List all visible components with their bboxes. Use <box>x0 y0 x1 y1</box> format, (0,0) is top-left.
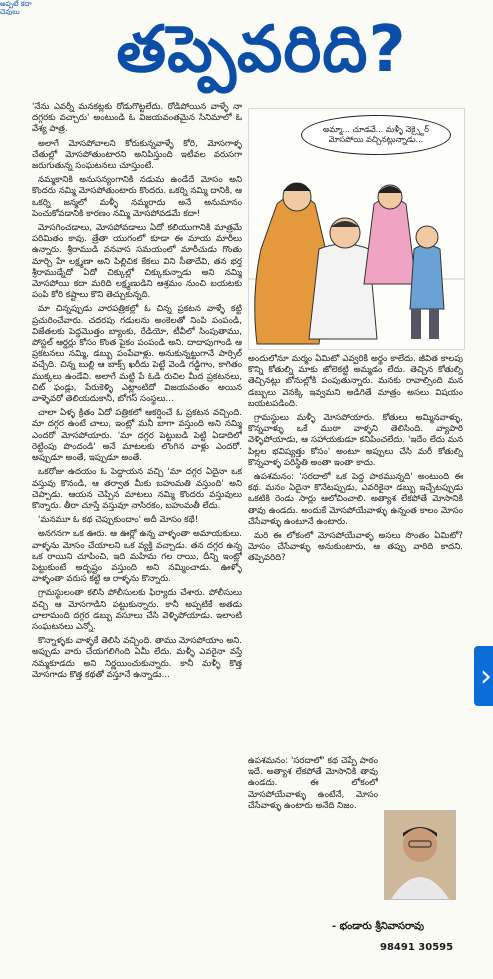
paragraph: ఒకరోజు ఉదయం ఓ పెద్దాయన వచ్చి 'మా దగ్గర ఏదైనా ఒక వస్తువు కొనండి, ఆ తర్వాత మీకు బహుమతి వస్తుంది' అని చెప్పాడు. ఆయన చెప్పిన మాటలు నమ్మి కొందరు వస్తువులు కొన్నారు. తీరా చూస్తే వస్తువూ నాసిరకం, బహుమతీ లేదు. <box>32 467 242 511</box>
paragraph: నమ్మకానికి అనుసన్యంగానికి నడుమ ఉండేదే మోసం అని కొందరు నమ్మి మోసపోతుంటారు కొందరు. ఒకర్ని నమ్మి దానికి, ఆ ఒకర్ని జన్మలో మళ్ళీ నమ్మరాదు అనే అనుమానం పెంచుకోవడానికి కారణం నమ్మి మోసపోవడమే కదా! <box>32 175 242 219</box>
paragraph: గ్రామస్థులు మళ్ళీ మోసపోయారు. కోతులు అమ్మినవాళ్ళు, కొన్నవాళ్ళు ఒకే ముఠా వాళ్ళని తెలిసింది. వ్యాపారి వెళ్ళిపోయాడు, ఆ సహాయకుడూ కనిపించలేదు. 'ఇదేం లేదు మన పిల్లల భవిష్యత్తు కోసం' అంటూ అప్పులు చేసి మరీ కోతుల్ని కొన్నవాళ్ళ పరిస్థితి అంతా ఇంతా కాదు. <box>248 413 463 468</box>
cartoon-illustration <box>248 108 465 350</box>
author-photo <box>384 810 456 900</box>
paragraph: 'మనమూ ఓ కథ చెప్పుకుందాం' అదీ మోసం కథే! <box>38 515 199 526</box>
author-phone: 98491 30595 <box>380 942 454 953</box>
paragraph: ఉపశమనం: 'సరదాలో ఒక పెద్ద పాఠమున్నది' అంటుంది ఈ కథ. మనం ఏదైనా కొనేటప్పుడు, ఎవరికైనా డబ్బు ఇచ్చేటప్పుడు ఒకటికి రెండు సార్లు ఆలోచించాలి. అత్యాశ లేకపోతే మోసానికి తావు ఉండదు. అందుకే మోసపోయేవాళ్ళు ఉన్నంత కాలం మోసం చేసేవాళ్ళు ఉంటూనే ఉంటారు. <box>248 472 463 527</box>
speech-bubble: అమ్మా... చూడవే... మళ్ళీ నెక్స్టైర్ మోసపోయి వచ్చినట్లున్నాడు... <box>301 115 451 155</box>
paragraph: అందులోనూ మర్మం ఏమిటో ఎవ్వరికీ అర్థం కాలేదు. జీవిత కాలపు కొన్ని కోతుల్ని మాకు జోలెకట్టి అమ్మడం లేదు. తెచ్చిన కోతుల్ని తెచ్చినట్లు బోనుల్లోకి పంపుతున్నారు. మనకు రావాల్సింది మన డబ్బులు వెనక్కి ఇవ్వమని అడిగితే మాత్రం అసలు విషయం బయటపడింది. <box>248 354 463 409</box>
paragraph: అనగనగా ఒక ఊరు. ఆ ఊర్లో ఉన్న వాళ్ళంతా అమాయకులు. వాళ్ళను మోసం చేయాలని ఒక వ్యక్తి వచ్చాడు. తన దగ్గర ఉన్న ఒక రాయిని చూపించి, ఇది మహిమ గల రాయి, దీన్ని ఇంట్లో పెట్టుకుంటే అదృష్టం వస్తుంది అని నమ్మించాడు. ఊళ్ళో వాళ్ళంతా వరుస కట్టి ఆ రాళ్ళను కొన్నారు. <box>32 529 242 585</box>
article-right-bottom <box>248 756 378 906</box>
article-right-column <box>248 354 463 752</box>
next-page-button[interactable]: › <box>474 646 493 706</box>
corner-fragment: అప్పటే కదా చెవులు <box>0 0 32 16</box>
paragraph: అలాగే మోసపోవాలని కోరుకున్నవాళ్ళే కోరి, మోసగాళ్ళ చేతుల్లో మోసపోతుంటారని అనిపిస్తుంది ఇటీవల వరుసగా జరుగుతున్న సంఘటనలు చూస్తుంటే. <box>32 138 242 172</box>
paragraph: మరి ఈ లోకంలో మోసపోయేవాళ్ళ అసలు సొంతం ఏమిటో? మోసం చేసేవాళ్ళు అనుకుంటారు, ఆ తప్పు వారిది కాదని. తప్పెవరిది? <box>248 531 463 564</box>
paragraph: మోసగించడాలు, మోసపోవడాలు ఏదో కలియుగానికి మాత్రమే పరిమితం కావు. త్రేతా యుగంలో కూడా ఈ మాయ మారీలు ఉన్నారు. శ్రీరాముడి వనవాస సమయంలో మారీచుడు గొంతు మార్చి హే లక్ష్మణా అని పిల్లిచిక కేకలు విని సీతాదేవి, తన భర్త శ్రీరాముడ్నేదో ఏదో చిక్కుల్లో చిక్కుకున్నాడు అని నమ్మి మోసపోయి కదా మరిది లక్ష్మణుడిని ఆశ్రమం నుంచి బయటకు పంపి కోరి కష్టాలు కొని తెచ్చుకున్నది. <box>32 223 242 301</box>
page-title: తప్పెవరిది? <box>116 16 407 87</box>
paragraph: మా చిన్నప్పుడు వారపత్రికల్లో ఓ చిన్న ప్రకటన వాళ్ళే కట్టి ప్రచురించేవారు. చదరపు గడులను అంకెలతో నింపి పంపండి, విజేతలకు పెద్దమొత్తం బ్యాంకు, రేడియో, టీవీలో సింపుతాము, పోస్టల్ ఆర్డర్లు కోసం కొంత పైకం పంపండి అని. దాదాపుగాండి ఆ ప్రకటనలు నమ్మి, డబ్బు పంపేవాళ్లు. అనుకున్నట్టుగానే పార్సిల్ వచ్చేది. చిన్న బుల్లి ఆ బాక్స్ ఖరీదు పెట్టే వెండి గడ్డిగాం, కాగితం ముక్కలు ఉండేవి. అలాగే మట్టి పే ఓడి రుచిల మీద ప్రకటనలు, చిట్ ఫండ్లు, పేరుకెళ్ళి ఎట్లాంటిదో విజయవంతం అయిన వాళ్ళెవరో తెలియదుకానీ, బోగస్ సంస్థలు... <box>32 304 242 405</box>
paragraph: గ్రామస్థులంతా కలిసి పోలీసులకు ఫిర్యాదు చేశారు. పోలీసులు వచ్చి ఆ మోసగాడిని పట్టుకున్నారు. కానీ అప్పటికే అతడు చాలామంది దగ్గర డబ్బు వసూలు చేసి వెళ్ళిపోయాడు. ఇలాంటి సంఘటనలు ఎన్నో. <box>32 588 242 632</box>
paragraph: కొన్నాళ్ళకు వాళ్ళకే తెలిసి వచ్చింది. తాము మోసపోయాం అని. అప్పుడు వారు చేయగలిగింది ఏమీ లేదు. మళ్ళీ ఎవరైనా వస్తే నమ్మకూడదు అని నిర్ణయించుకున్నారు. కానీ మళ్ళీ కొత్త మోసగాడు కొత్త కథతో వస్తూనే ఉన్నాడు... <box>32 636 242 680</box>
article-left-column <box>32 102 242 972</box>
author-name: - భండారు శ్రీనివాసరావు <box>332 921 425 932</box>
author-portrait <box>385 811 455 899</box>
paragraph: 'నేను ఎవర్నీ మనకట్లకు రోడుగొట్టలేదు. రోడిపోయిన వాళ్ళే నా దగ్గరకు వచ్చారు' అంటుండి ఓ విజయవంతమైన సినిమాలో ఓ వేశ్య పాత్ర. <box>32 102 242 135</box>
paragraph: ఉపశమనం: 'సరదాలో' కథ చెప్పే పాఠం ఇదే. అత్యాశ లేకపోతే మోసానికి తావు ఉండదు. ఈ లోకంలో మోసపోయేవాళ్ళు ఉంటేనే, మోసం చేసేవాళ్ళు ఉంటారు అనేది నిజం. <box>248 756 378 811</box>
paragraph: చాలా ఏళ్ళ క్రితం ఏదో పత్రికలో ఆకర్షించే ఓ ప్రకటన వచ్చింది. మా దగ్గర ఉంటే చాలు, ఇంట్లో మనీ బాగా వస్తుంది అని నమ్మి ఎందరో మోసపోయారు. 'మా దగ్గర పెట్టుబడి పెట్టి ఏడాదిలో రెట్టింపు పొందండి' అనే మాటలకు లొంగిన వాళ్లు ఎందరో. అప్పుడూ అంతే, ఇప్పుడూ అంతే. <box>32 408 242 464</box>
